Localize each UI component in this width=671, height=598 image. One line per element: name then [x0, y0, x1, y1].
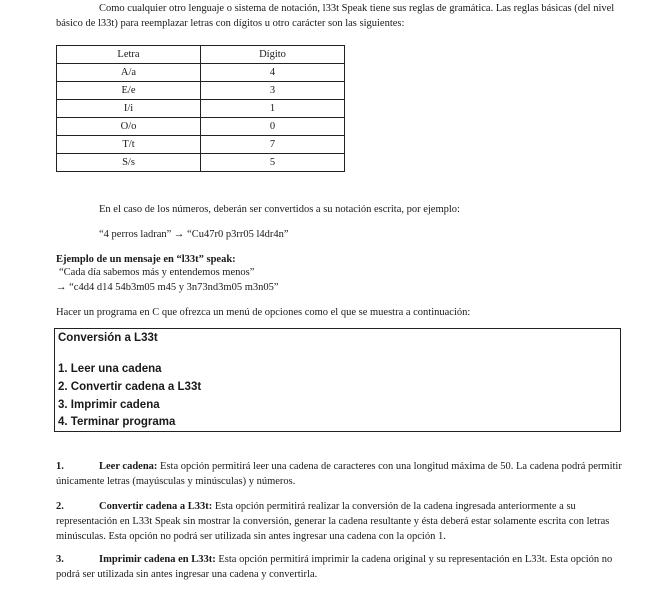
description-number: 2. — [56, 501, 64, 512]
table-cell-letter: S/s — [57, 154, 201, 172]
numbers-example: “4 perros ladran” → “Cu47r0 p3rr05 l4dr4n” — [99, 229, 289, 240]
table-cell-digit: 4 — [201, 64, 345, 82]
table-row — [57, 136, 345, 154]
table-row — [57, 100, 345, 118]
description-heading: Imprimir cadena en L33t: — [99, 554, 216, 565]
numbers-note: En el caso de los números, deberán ser convertidos a su notación escrita, por ejemplo: — [99, 204, 460, 215]
table-cell-digit: 1 — [201, 100, 345, 118]
menu-option-exit: 4. Terminar programa — [58, 416, 176, 428]
menu-box — [54, 328, 621, 432]
table-cell-letter: I/i — [57, 100, 201, 118]
table-header-cell: Dígito — [201, 46, 345, 64]
description-3 — [56, 552, 622, 582]
description-text: Esta opción permitirá leer una cadena de caracteres con una longitud máxima de 50. La cadena podrá permitir únicamente letras (mayúsculas y minúsculas) y números. — [56, 461, 622, 487]
description-1 — [56, 459, 622, 489]
table-row — [57, 154, 345, 172]
table-row — [57, 82, 345, 100]
menu-option-print: 3. Imprimir cadena — [58, 399, 160, 411]
description-number: 3. — [56, 554, 64, 565]
description-2 — [56, 499, 622, 544]
intro-paragraph: Como cualquier otro lenguaje o sistema de notación, l33t Speak tiene sus reglas de gramática. Las reglas básicas (del nivel básico de l33t) para reemplazar letras con dígitos u otro carácter son las siguientes: — [56, 3, 615, 29]
letter-digit-table — [56, 45, 345, 172]
table-cell-letter: E/e — [57, 82, 201, 100]
description-number: 1. — [56, 461, 64, 472]
table-row — [57, 64, 345, 82]
table-header-cell: Letra — [57, 46, 201, 64]
table-cell-digit: 5 — [201, 154, 345, 172]
table-cell-letter: T/t — [57, 136, 201, 154]
table-header-row — [57, 46, 345, 64]
menu-option-read: 1. Leer una cadena — [58, 363, 162, 375]
description-heading: Convertir cadena a L33t: — [99, 501, 213, 512]
program-note: Hacer un programa en C que ofrezca un menú de opciones como el que se muestra a continuación: — [56, 307, 471, 318]
table-cell-letter: O/o — [57, 118, 201, 136]
example-line-1: “Cada día sabemos más y entendemos menos” — [59, 267, 255, 278]
description-heading: Leer cadena: — [99, 461, 158, 472]
table-cell-letter: A/a — [57, 64, 201, 82]
example-line-2: → “c4d4 d14 54b3m05 m45 y 3n73nd3m05 m3n05” — [56, 282, 279, 293]
table-row — [57, 118, 345, 136]
table-cell-digit: 7 — [201, 136, 345, 154]
menu-option-convert: 2. Convertir cadena a L33t — [58, 381, 202, 393]
menu-title: Conversión a L33t — [58, 332, 158, 344]
example-title: Ejemplo de un mensaje en “l33t” speak: — [56, 254, 236, 265]
description-text: Esta opción permitirá imprimir la cadena original y su representación en L33t. Esta opción no podrá ser utilizada sin antes ingresar una cadena y convertirla. — [56, 554, 613, 580]
table-cell-digit: 0 — [201, 118, 345, 136]
description-text: Esta opción permitirá realizar la conversión de la cadena ingresada anteriormente a su representación en L33t Speak sin mostrar la conversión, generar la cadena resultante y ésta deberá estar solamente escrita con letras minúsculas. Esta opción no podrá ser utilizada sin antes ingresar una cadena con la opción 1. — [56, 501, 610, 542]
table-cell-digit: 3 — [201, 82, 345, 100]
